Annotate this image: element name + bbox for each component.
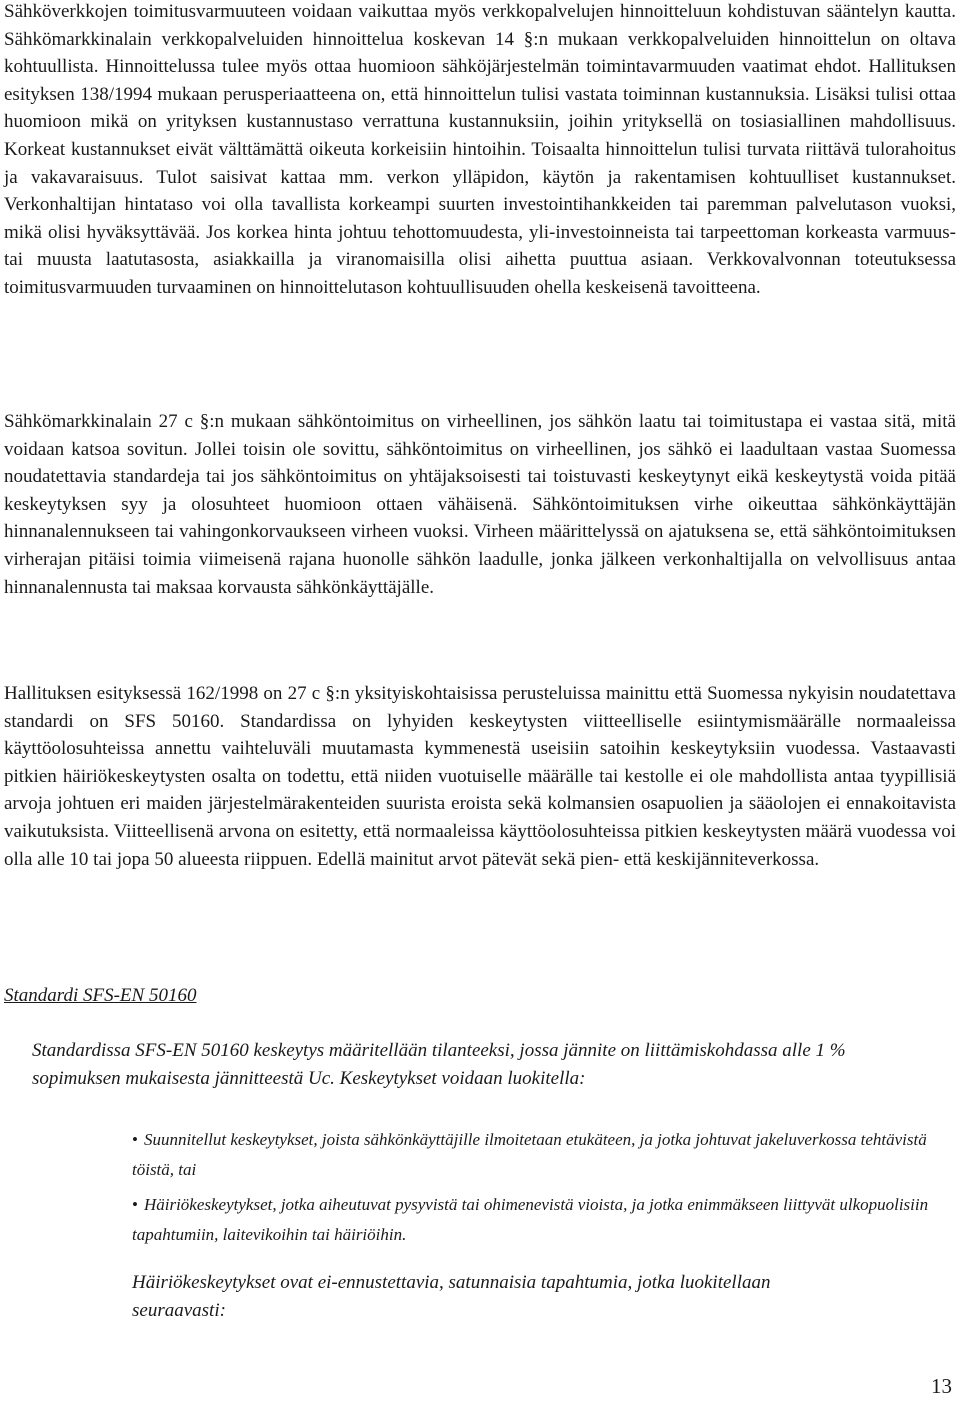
bullet-icon: • (132, 1195, 138, 1214)
list-item-text: Suunnitellut keskeytykset, joista sähkönkäyttäjille ilmoitetaan etukäteen, ja jotka johtuvat jakeluverkossa tehtävistä töistä, tai (132, 1130, 927, 1179)
page-number: 13 (931, 1374, 952, 1398)
section-heading-standard: Standardi SFS-EN 50160 (4, 985, 197, 1006)
list-item (132, 1190, 942, 1250)
interruption-types-list (132, 1125, 942, 1255)
paragraph-delivery-defect: Sähkömarkkinalain 27 c §:n mukaan sähköntoimitus on virheellinen, jos sähkön laatu tai toimitustapa ei vastaa sitä, mitä voidaan katsoa sovitun. Jollei toisin ole sovittu, sähköntoimitus on virheellinen, jos sähkö ei laadultaan vastaa Suomessa noudatettavia standardeja tai jos sähköntoimitus on yhtäjaksoisesti tai toistuvasti keskeytynyt eikä keskeytystä voida pitää keskeytyksen syy ja olosuhteet huomioon ottaen vähäisenä. Sähköntoimituksen virhe oikeuttaa sähkönkäyttäjän hinnanalennukseen tai vahingonkorvaukseen virheen vuoksi. Virheen määrittelyssä on ajatuksena se, että sähköntoimituksen virherajan pitäisi toimia viimeisenä rajana huonolle sähkön laadulle, jonka jälkeen verkonhaltijalla on velvollisuus antaa hinnanalennusta tai maksaa korvausta sähkönkäyttäjälle. (4, 411, 956, 598)
fault-interruption-paragraph: Häiriökeskeytykset ovat ei-ennustettavia, satunnaisia tapahtumia, jotka luokitellaan seuraavasti: (132, 1272, 771, 1321)
bullet-icon: • (132, 1130, 138, 1149)
list-item-text: Häiriökeskeytykset, jotka aiheutuvat pysyvistä tai ohimenevistä vioista, ja jotka enimmäkseen liittyvät ulkopuolisiin tapahtumiin, laitevikoihin tai häiriöihin. (132, 1195, 929, 1244)
list-item (132, 1125, 942, 1185)
paragraph-network-pricing: Sähköverkkojen toimitusvarmuuteen voidaan vaikuttaa myös verkkopalvelujen hinnoitteluun kohdistuvan sääntelyn kautta. Sähkömarkkinalain verkkopalveluiden hinnoittelua koskevan 14 §:n mukaan verkkopalveluiden hinnoittelun on oltava kohtuullista. Hinnoittelussa tulee myös ottaa huomioon sähköjärjestelmän toimintavarmuuden vaatimat ehdot. Hallituksen esityksen 138/1994 mukaan perusperiaatteena on, että hinnoittelun tulisi vastata toiminnan kustannuksia. Lisäksi tulisi ottaa huomioon mikä on yrityksen kustannustaso verrattuna kustannuksiin, joihin yrityksellä on tosiasiallinen mahdollisuus. Korkeat kustannukset eivät välttämättä oikeuta korkeisiin hintoihin. Toisaalta hinnoittelun tulisi turvata riittävä tulorahoitus ja vakavaraisuus. Tulot saisivat kattaa mm. verkon ylläpidon, käytön ja rakentamisen kohtuulliset kustannukset. Verkonhaltijan hintataso voi olla tavallista korkeampi suurten investointihankkeiden tai paremman palvelutason vuoksi, mikä olisi hyväksyttävää. Jos korkea hinta johtuu tehottomuudesta, yli-investoinneista tai tarpeettoman korkeasta varmuus- tai muusta laatutasosta, asiakkailla ja viranomaisilla olisi aihetta puuttua asiaan. Verkkovalvonnan toteutuksessa toimitusvarmuuden turvaaminen on hinnoittelutason kohtuullisuuden ohella keskeisenä tavoitteena. (4, 1, 956, 298)
paragraph-government-proposal: Hallituksen esityksessä 162/1998 on 27 c §:n yksityiskohtaisissa perusteluissa mainittu että Suomessa nykyisin noudatettava standardi on SFS 50160. Standardissa on lyhyiden keskeytysten viitteelliselle esiintymismäärälle normaaleissa käyttöolosuhteissa annettu vaihteluväli muutamasta kymmenestä useisiin satoihin keskeytyksiin vuodessa. Vastaavasti pitkien häiriökeskeytysten osalta on todettu, että niiden vuotuiselle määrälle tai kestolle ei ole mahdollista antaa tyypillisiä arvoja johtuen eri maiden järjestelmärakenteiden suurista eroista sekä kolmansien osapuolien ja sääolojen ei ennakoitavista vaikutuksista. Viitteellisenä arvona on esitetty, että normaaleissa käyttöolosuhteissa pitkien keskeytysten määrä vuodessa voi olla alle 10 tai jopa 50 alueesta riippuen. Edellä mainitut arvot pätevät sekä pien- että keskijänniteverkossa. (4, 683, 956, 870)
standard-intro-paragraph: Standardissa SFS-EN 50160 keskeytys määritellään tilanteeksi, jossa jännite on liittämiskohdassa alle 1 % sopimuksen mukaisesta jännitteestä Uc. Keskeytykset voidaan luokitella: (32, 1040, 846, 1089)
